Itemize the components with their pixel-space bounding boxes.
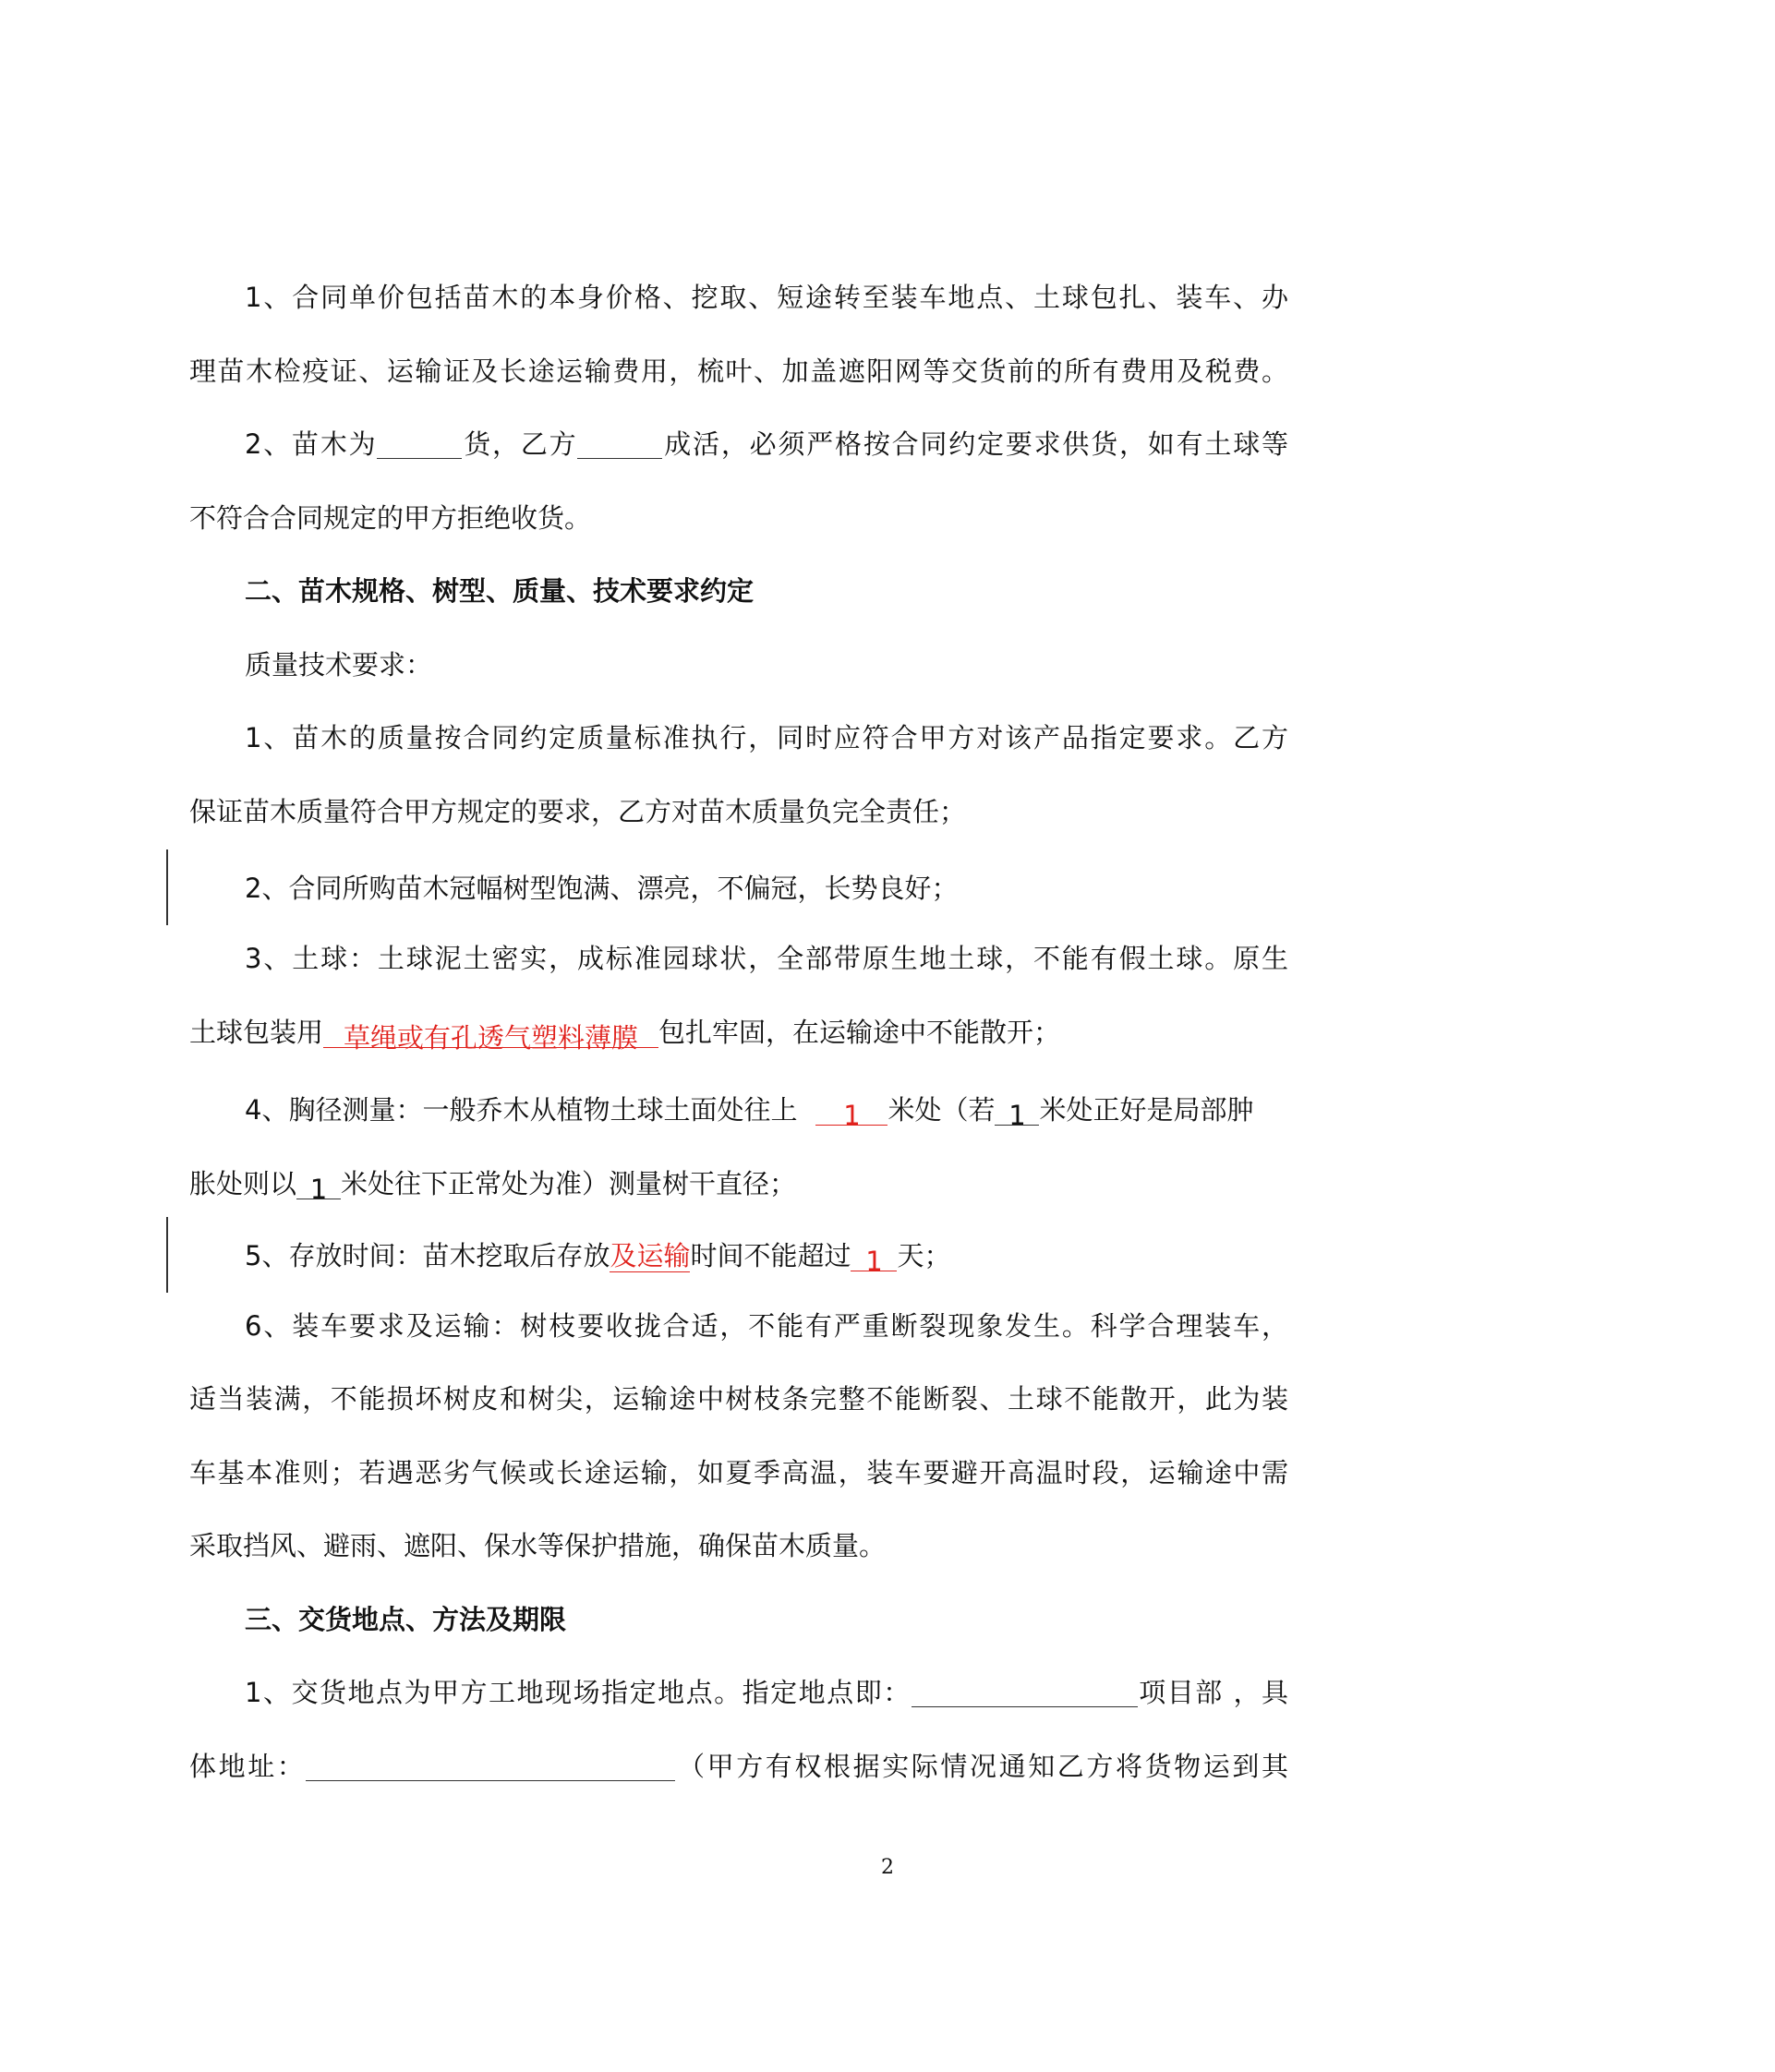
delivery-text-a: 1、交货地点为甲方工地现场指定地点。指定地点即： — [245, 1677, 912, 1708]
revision-change-bar — [166, 1217, 168, 1293]
storage-days-fill[interactable]: 1 — [851, 1243, 897, 1271]
para2-text-a: 2、苗木为 — [245, 428, 378, 460]
section-heading-3: 三、交货地点、方法及期限 — [245, 1604, 567, 1635]
item2-text-a: 2、合同所购苗木冠幅 — [245, 873, 503, 904]
item4-line1 — [245, 1091, 1288, 1128]
delivery-line1 — [245, 1674, 1288, 1711]
para1-line1: 1、合同单价包括苗木的本身价格、挖取、短途转至装车地点、土球包扎、装车、办 — [245, 282, 1288, 313]
survival-blank[interactable] — [577, 430, 662, 459]
project-name-blank[interactable] — [912, 1679, 1138, 1707]
para2-text-b: 货，乙方 — [462, 428, 578, 460]
item6-line3: 车基本准则；若遇恶劣气候或长途运输，如夏季高温，装车要避开高温时段，运输途中需 — [189, 1457, 1288, 1488]
quality-title: 质量技术要求： — [245, 649, 433, 681]
section-heading-2: 二、苗木规格、树型、质量、技术要求约定 — [245, 575, 755, 607]
item1-line2: 保证苗木质量符合甲方规定的要求，乙方对苗木质量负完全责任； — [189, 796, 967, 827]
delivery-text-d: （甲方有权根据实际情况通知乙方将货物运到其 — [675, 1751, 1288, 1782]
address-blank[interactable] — [306, 1753, 675, 1781]
dbh-height-fill-1[interactable]: 1 — [815, 1097, 888, 1126]
item3-line2 — [189, 1014, 1288, 1051]
item5-text-a: 5、存放时间：苗木挖取后存放 — [245, 1240, 610, 1271]
goods-type-blank[interactable] — [377, 430, 462, 459]
item3-line1: 3、土球：土球泥土密实，成标准园球状，全部带原生地土球，不能有假土球。原生 — [245, 943, 1288, 974]
dbh-height-fill-3[interactable]: 1 — [296, 1171, 341, 1199]
item4-text-a: 4、胸径测量：一般乔木从植物土球土面处往上 — [245, 1094, 798, 1126]
dbh-height-fill-2[interactable]: 1 — [995, 1097, 1039, 1126]
item5-text-c: 天； — [897, 1240, 951, 1271]
revision-change-bar — [166, 849, 168, 925]
item3-text-a: 土球包装用 — [189, 1017, 324, 1048]
inserted-text: 及运输 — [610, 1240, 691, 1271]
item4-text-e: 米处往下正常处为准）测量树干直径； — [341, 1168, 797, 1199]
item1-line1: 1、苗木的质量按合同约定质量标准执行，同时应符合甲方对该产品指定要求。乙方 — [245, 722, 1288, 753]
item4-text-b: 米处（若 — [888, 1094, 996, 1126]
item4-line2 — [189, 1165, 1288, 1202]
item2-line — [245, 870, 1288, 907]
delivery-text-b: 项目部 ，具 — [1137, 1677, 1288, 1708]
item4-text-c: 米处正好是局部肿 — [1039, 1094, 1254, 1126]
item5-line — [245, 1237, 1288, 1274]
item6-line4: 采取挡风、避雨、遮阳、保水等保护措施，确保苗木质量。 — [189, 1530, 887, 1561]
page-number: 2 — [881, 1856, 894, 1879]
para2-text-c: 成活，必须严格按合同约定要求供货，如有土球等 — [662, 428, 1288, 460]
item6-line1: 6、装车要求及运输：树枝要收拢合适，不能有严重断裂现象发生。科学合理装车， — [245, 1310, 1288, 1342]
delivery-line2 — [189, 1748, 1288, 1785]
item6-line2: 适当装满，不能损坏树皮和树尖，运输途中树枝条完整不能断裂、土球不能散开，此为装 — [189, 1383, 1288, 1415]
packing-material-fill[interactable]: 草绳或有孔透气塑料薄膜 — [323, 1019, 658, 1048]
para1-line2: 理苗木检疫证、运输证及长途运输费用，梳叶、加盖遮阳网等交货前的所有费用及税费。 — [189, 355, 1288, 387]
item3-text-b: 包扎牢固，在运输途中不能散开； — [658, 1017, 1061, 1048]
item2-text-b: 树型饱满、漂亮，不偏冠，长势良好； — [502, 873, 959, 904]
item5-text-b: 时间不能超过 — [690, 1240, 851, 1271]
delivery-text-c: 体地址： — [189, 1751, 307, 1782]
item4-text-d: 胀处则以 — [189, 1168, 297, 1199]
para2-line1 — [245, 426, 1288, 463]
para2-line2: 不符合合同规定的甲方拒绝收货。 — [189, 502, 592, 534]
